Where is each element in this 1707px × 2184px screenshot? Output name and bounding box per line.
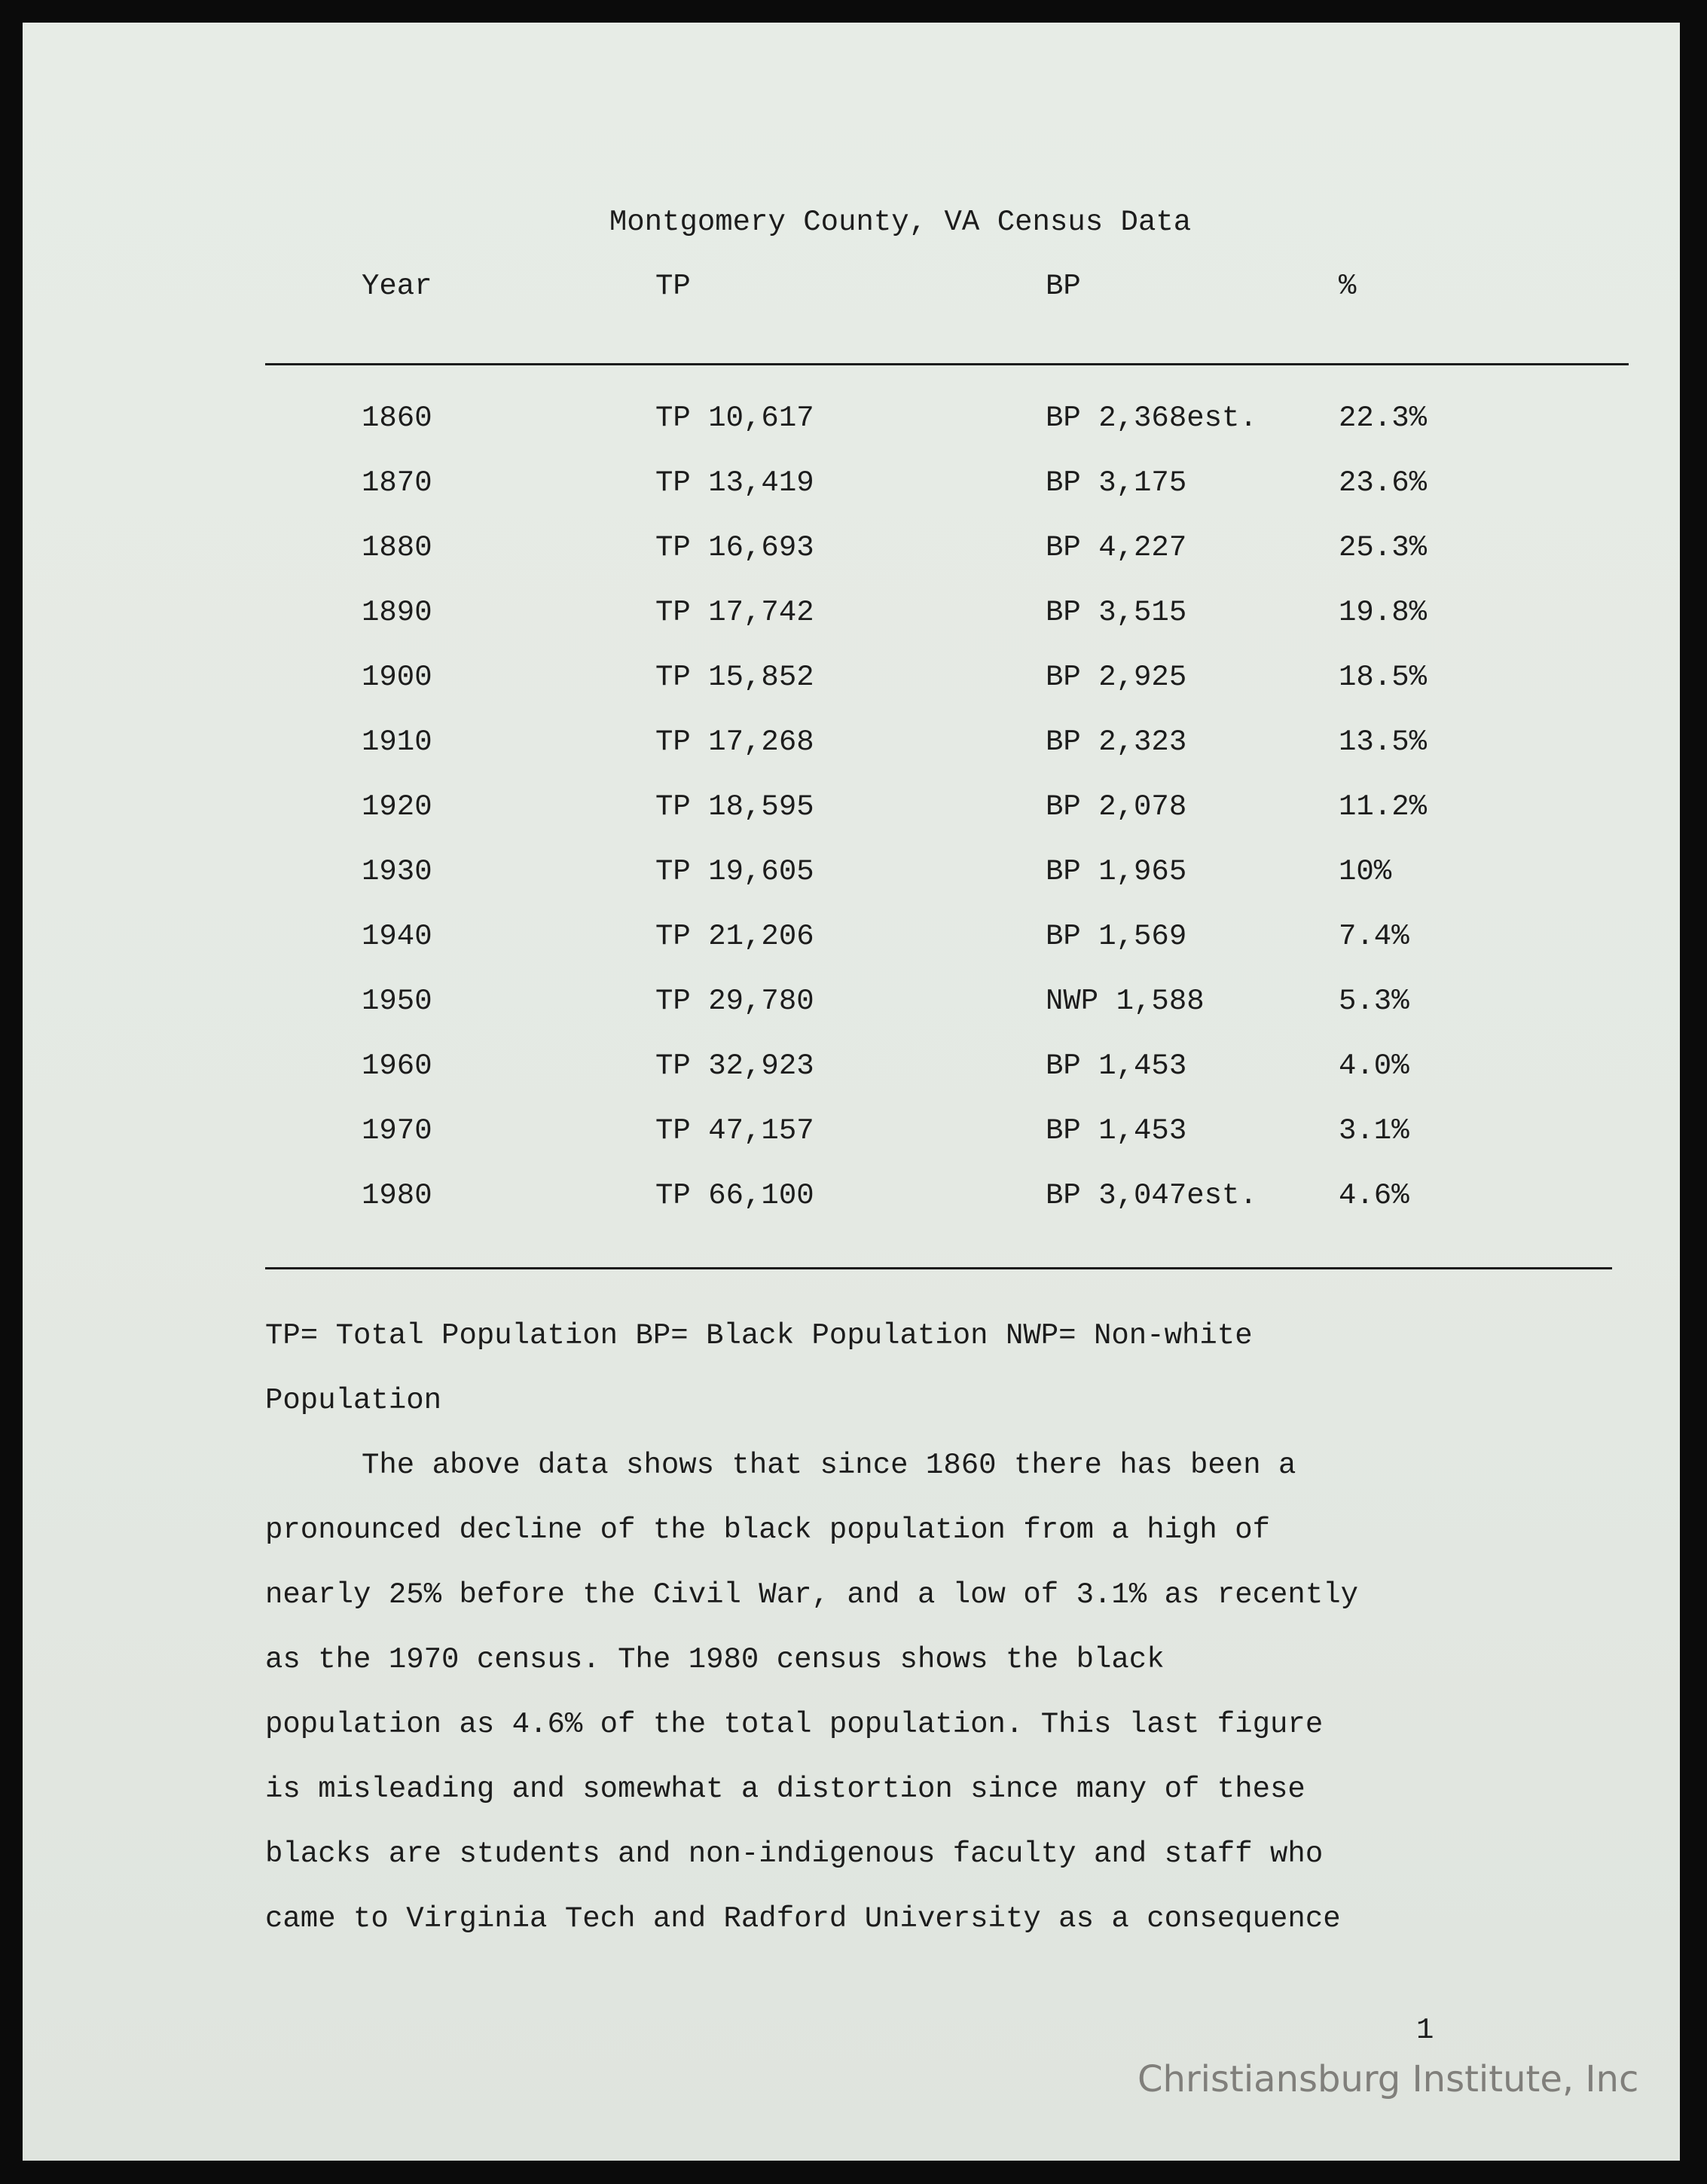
cell-black-population: BP 1,569 — [1046, 920, 1187, 953]
cell-total-population: TP 10,617 — [655, 402, 814, 435]
table-top-rule — [265, 363, 1629, 365]
cell-total-population: TP 21,206 — [655, 920, 814, 953]
cell-total-population: TP 47,157 — [655, 1114, 814, 1147]
header-tp: TP — [655, 270, 691, 303]
cell-year: 1890 — [362, 596, 432, 629]
cell-percent: 13.5% — [1339, 725, 1428, 759]
cell-black-population: BP 1,965 — [1046, 855, 1187, 888]
table-bottom-rule — [265, 1267, 1612, 1269]
cell-year: 1860 — [362, 402, 432, 435]
cell-percent: 4.0% — [1339, 1049, 1409, 1083]
cell-percent: 23.6% — [1339, 466, 1428, 499]
table-row — [23, 399, 1680, 464]
table-row — [23, 723, 1680, 788]
cell-black-population: BP 3,175 — [1046, 466, 1187, 499]
cell-total-population: TP 15,852 — [655, 661, 814, 694]
paragraph-line: nearly 25% before the Civil War, and a low of 3.1% as recently — [265, 1578, 1359, 1611]
table-row — [23, 788, 1680, 853]
cell-black-population: BP 3,515 — [1046, 596, 1187, 629]
document-page — [23, 23, 1680, 2161]
cell-black-population: BP 4,227 — [1046, 531, 1187, 564]
legend-line: Population — [265, 1384, 442, 1417]
cell-total-population: TP 13,419 — [655, 466, 814, 499]
header-year: Year — [362, 270, 432, 303]
paragraph-line: The above data shows that since 1860 there has been a — [362, 1449, 1296, 1482]
census-table-body — [23, 399, 1680, 1242]
paragraph-line: came to Virginia Tech and Radford University as a consequence — [265, 1902, 1341, 1935]
cell-black-population: BP 2,925 — [1046, 661, 1187, 694]
page-number: 1 — [1416, 2014, 1434, 2047]
table-row — [23, 594, 1680, 658]
document-title: Montgomery County, VA Census Data — [609, 206, 1192, 239]
cell-year: 1900 — [362, 661, 432, 694]
cell-year: 1920 — [362, 790, 432, 823]
cell-percent: 10% — [1339, 855, 1392, 888]
cell-year: 1950 — [362, 985, 432, 1018]
body-text — [265, 1303, 1659, 1951]
cell-year: 1880 — [362, 531, 432, 564]
cell-percent: 25.3% — [1339, 531, 1428, 564]
cell-black-population: BP 2,368est. — [1046, 402, 1257, 435]
header-bp: BP — [1046, 270, 1081, 303]
table-row — [23, 1047, 1680, 1112]
cell-total-population: TP 17,268 — [655, 725, 814, 759]
cell-percent: 3.1% — [1339, 1114, 1409, 1147]
table-row — [23, 1112, 1680, 1177]
header-percent: % — [1339, 270, 1357, 303]
cell-year: 1930 — [362, 855, 432, 888]
cell-percent: 5.3% — [1339, 985, 1409, 1018]
cell-total-population: TP 16,693 — [655, 531, 814, 564]
paragraph-line: as the 1970 census. The 1980 census shows the black — [265, 1643, 1165, 1676]
cell-black-population: BP 1,453 — [1046, 1049, 1187, 1083]
cell-year: 1870 — [362, 466, 432, 499]
cell-percent: 4.6% — [1339, 1179, 1409, 1212]
cell-total-population: TP 19,605 — [655, 855, 814, 888]
cell-total-population: TP 32,923 — [655, 1049, 814, 1083]
cell-year: 1960 — [362, 1049, 432, 1083]
cell-total-population: TP 17,742 — [655, 596, 814, 629]
legend-line: TP= Total Population BP= Black Population NWP= Non-white — [265, 1319, 1253, 1352]
table-row — [23, 529, 1680, 594]
cell-year: 1940 — [362, 920, 432, 953]
table-row — [23, 658, 1680, 723]
cell-percent: 11.2% — [1339, 790, 1428, 823]
cell-black-population: BP 3,047est. — [1046, 1179, 1257, 1212]
paragraph-line: population as 4.6% of the total population. This last figure — [265, 1708, 1324, 1741]
table-row — [23, 982, 1680, 1047]
cell-percent: 22.3% — [1339, 402, 1428, 435]
table-header-row — [23, 267, 1680, 305]
cell-total-population: TP 66,100 — [655, 1179, 814, 1212]
cell-black-population: NWP 1,588 — [1046, 985, 1205, 1018]
paragraph-line: pronounced decline of the black population from a high of — [265, 1514, 1271, 1547]
table-row — [23, 853, 1680, 918]
cell-total-population: TP 18,595 — [655, 790, 814, 823]
cell-black-population: BP 2,078 — [1046, 790, 1187, 823]
cell-percent: 19.8% — [1339, 596, 1428, 629]
paragraph-line: blacks are students and non-indigenous faculty and staff who — [265, 1837, 1324, 1871]
cell-black-population: BP 2,323 — [1046, 725, 1187, 759]
cell-total-population: TP 29,780 — [655, 985, 814, 1018]
cell-percent: 18.5% — [1339, 661, 1428, 694]
watermark: Christiansburg Institute, Inc — [1137, 2058, 1639, 2100]
table-row — [23, 464, 1680, 529]
table-row — [23, 1177, 1680, 1242]
cell-year: 1970 — [362, 1114, 432, 1147]
cell-year: 1980 — [362, 1179, 432, 1212]
cell-year: 1910 — [362, 725, 432, 759]
cell-black-population: BP 1,453 — [1046, 1114, 1187, 1147]
table-row — [23, 918, 1680, 982]
cell-percent: 7.4% — [1339, 920, 1409, 953]
paragraph-line: is misleading and somewhat a distortion since many of these — [265, 1773, 1305, 1806]
